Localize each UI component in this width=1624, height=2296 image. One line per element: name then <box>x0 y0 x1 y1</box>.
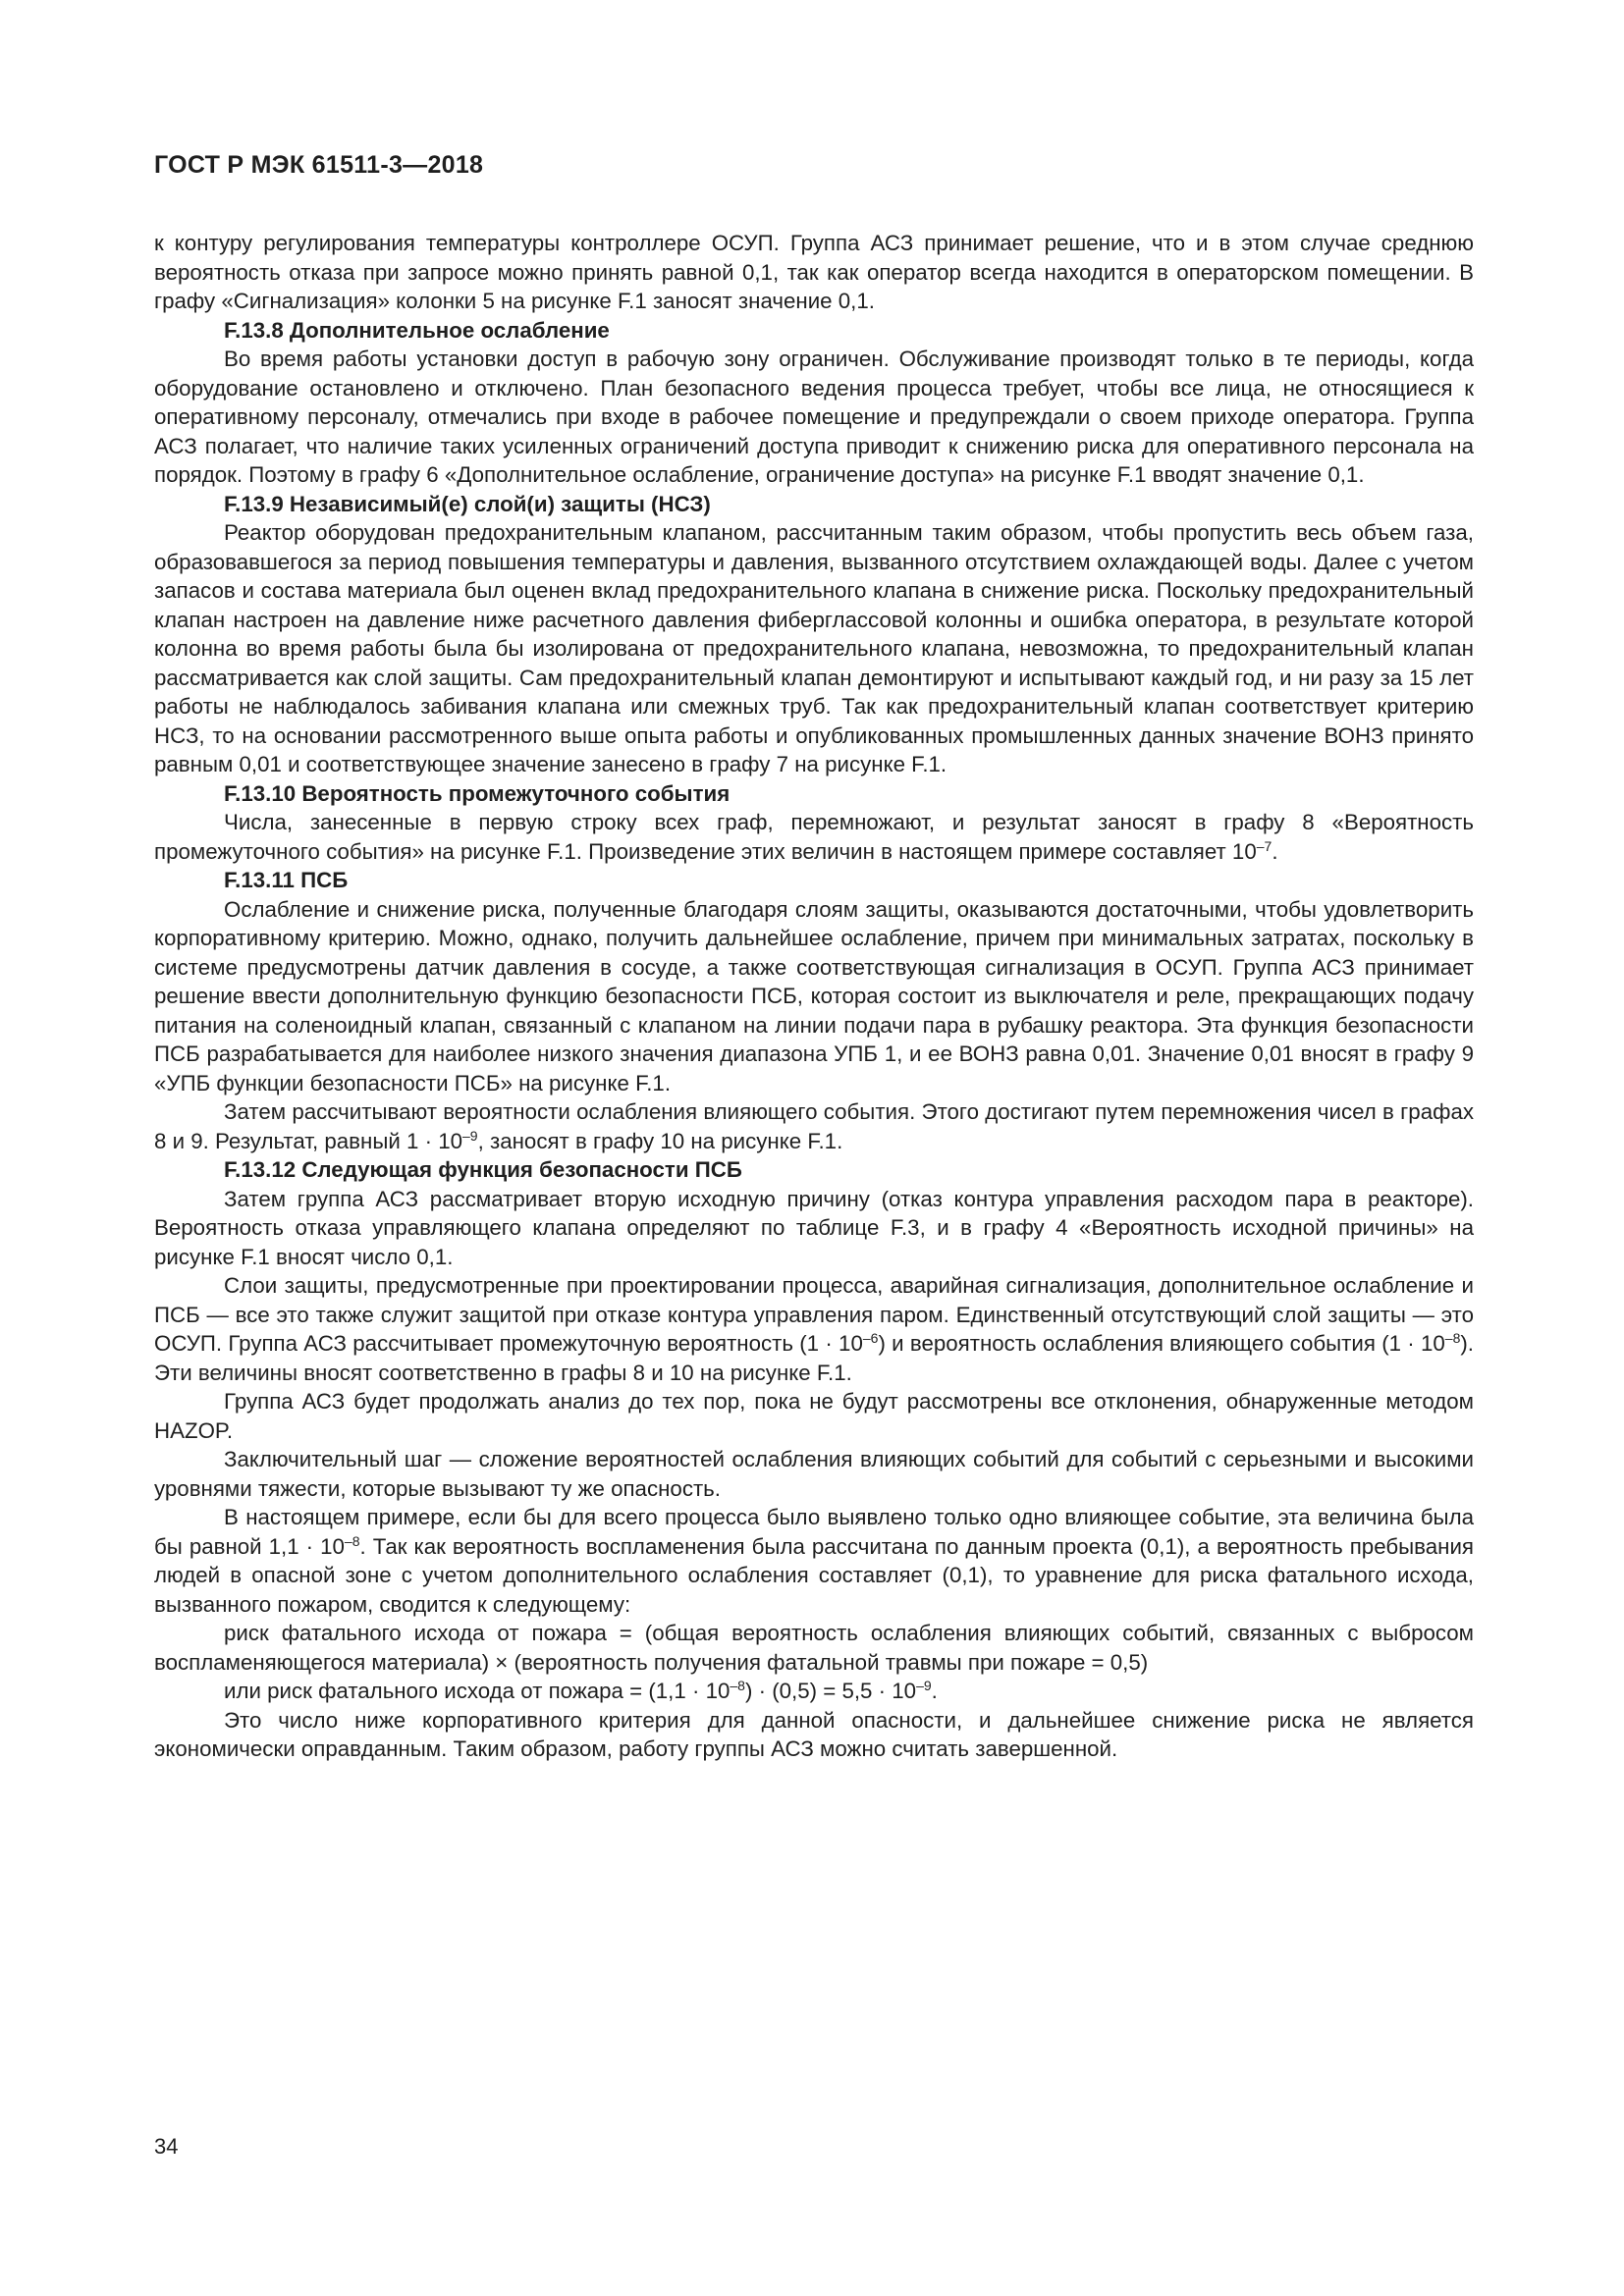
paragraph-risk-result <box>154 1677 1474 1706</box>
paragraph-ipl: Реактор оборудован предохранительным клапаном, рассчитанным таким образом, чтобы пропустить весь объем газа, образовавшегося за период повышения температуры и давления, вызванного отсутствием охлаждающей воды. Далее с учетом запасов и состава материала был оценен вклад предохранительного клапана в снижение риска. Поскольку предохранительный клапан настроен на давление ниже расчетного давления фиберглассовой колонны и ошибка оператора, в результате которой колонна во время работы была бы изолирована от предохранительного клапана, невозможна, то предохранительный клапан рассматривается как слой защиты. Сам предохранительный клапан демонтируют и испытывают каждый год, и ни разу за 15 лет работы не наблюдалось забивания клапана или смежных труб. Так как предохранительный клапан соответствует критерию НСЗ, то на основании рассмотренного выше опыта работы и опубликованных промышленных данных значение ВОНЗ принято равным 0,01 и соответствующее значение занесено в графу 7 на рисунке F.1. <box>154 520 1474 776</box>
text-run: Затем рассчитывают вероятности ослабления влияющего события. Этого достигают путем перемножения чисел в графах 8 и 9. Результат, равный 1 · 10 <box>154 1099 1474 1153</box>
text-run: Слои защиты, предусмотренные при проектировании процесса, аварийная сигнализация, дополнительное ослабление и ПСБ — все это также служит защитой при отказе контура управления паром. Единственный отсутствующий слой защиты — это ОСУП. Группа АСЗ рассчитывает промежуточную вероятность (1 · 10 <box>154 1273 1474 1356</box>
text-run: Числа, занесенные в первую строку всех граф, перемножают, и результат заносят в графу 8 «Вероятность промежуточного события» на рисунке F.1. Произведение этих величин в настоящем примере составляет 10 <box>154 810 1474 864</box>
paragraph-protection-layers <box>154 1271 1474 1387</box>
text-run: . <box>931 1679 938 1703</box>
text-run: ) и вероятность ослабления влияющего события (1 · 10 <box>878 1331 1445 1356</box>
paragraph-second-cause: Затем группа АСЗ рассматривает вторую исходную причину (отказ контура управления расходом пара в реакторе). Вероятность отказа управляющего клапана определяют по таблице F.3, и в графу 4 «Вероятность исходной причины» на рисунке F.1 вносят число 0,1. <box>154 1186 1474 1269</box>
section-heading-f-13-10: F.13.10 Вероятность промежуточного события <box>224 780 731 806</box>
text-run: или риск фатального исхода от пожара = (1,1 · 10 <box>224 1679 731 1703</box>
paragraph-continuation: к контуру регулирования температуры контроллере ОСУП. Группа АСЗ принимает решение, что и в этом случае среднюю вероятность отказа при запросе можно принять равной 0,1, так как оператор всегда находится в операторском помещении. В графу «Сигнализация» колонки 5 на рисунке F.1 заносят значение 0,1. <box>154 231 1474 313</box>
superscript: –8 <box>344 1532 360 1549</box>
text-run: , заносят в графу 10 на рисунке F.1. <box>477 1128 843 1153</box>
document-header: ГОСТ Р МЭК 61511-3—2018 <box>154 151 484 179</box>
text-run: ) · (0,5) = 5,5 · 10 <box>744 1679 917 1703</box>
superscript: –7 <box>1256 837 1272 854</box>
superscript: –9 <box>916 1678 932 1693</box>
paragraph-risk-formula: риск фатального исхода от пожара = (общая вероятность ослабления влияющих событий, связанных с выбросом воспламеняющегося материала) × (вероятность получения фатальной травмы при пожаре = 0,5) <box>154 1621 1474 1675</box>
text-run: ). Эти величины вносят соответственно в графы 8 и 10 на рисунке F.1. <box>154 1331 1474 1385</box>
superscript: –8 <box>1444 1330 1461 1346</box>
text-run: . <box>1272 838 1278 864</box>
text-run: . Так как вероятность воспламенения была рассчитана по данным проекта (0,1), а вероятность пребывания людей в опасной зоне с учетом дополнительного ослабления составляет (0,1), то уравнение для риска фатального исхода, вызванного пожаром, сводится к следующему: <box>154 1533 1474 1617</box>
section-heading-f-13-9: F.13.9 Независимый(е) слой(и) защиты (НСЗ) <box>224 491 711 516</box>
paragraph-conclusion: Это число ниже корпоративного критерия для данной опасности, и дальнейшее снижение риска не является экономически оправданным. Таким образом, работу группы АСЗ можно считать завершенной. <box>154 1707 1474 1761</box>
superscript: –8 <box>730 1678 745 1693</box>
paragraph-intermediate-probability <box>154 808 1474 866</box>
text-run: В настоящем примере, если бы для всего процесса было выявлено только одно влияющее событие, эта величина была бы равной 1,1 · 10 <box>154 1505 1474 1559</box>
page-number: 34 <box>154 2134 179 2159</box>
paragraph-example <box>154 1503 1474 1619</box>
section-heading-f-13-8: F.13.8 Дополнительное ослабление <box>224 317 610 343</box>
superscript: –6 <box>862 1330 879 1346</box>
paragraph-mitigated-probability <box>154 1097 1474 1155</box>
paragraph-sis: Ослабление и снижение риска, полученные благодаря слоям защиты, оказываются достаточными, чтобы удовлетворить корпоративному критерию. Можно, однако, получить дальнейшее ослабление, причем при минимальных затратах, поскольку в системе предусмотрены датчик давления в сосуде, а также соответствующая сигнализация в ОСУП. Группа АСЗ принимает решение ввести дополнительную функцию безопасности ПСБ, которая состоит из выключателя и реле, прекращающих подачу питания на соленоидный клапан, связанный с клапаном на линии подачи пара в рубашку реактора. Эта функция безопасности ПСБ разрабатывается для наиболее низкого значения диапазона УПБ 1, и ее ВОНЗ равна 0,01. Значение 0,01 вносят в графу 9 «УПБ функции безопасности ПСБ» на рисунке F.1. <box>154 896 1474 1095</box>
paragraph-additional-mitigation: Во время работы установки доступ в рабочую зону ограничен. Обслуживание производят только в те периоды, когда оборудование остановлено и отключено. План безопасного ведения процесса требует, чтобы все лица, не относящиеся к оперативному персоналу, отмечались при входе в рабочее помещение и предупреждали о своем приходе оператора. Группа АСЗ полагает, что наличие таких усиленных ограничений доступа приводит к снижению риска для оперативного персонала на порядок. Поэтому в графу 6 «Дополнительное ослабление, ограничение доступа» на рисунке F.1 вводят значение 0,1. <box>154 347 1474 487</box>
section-heading-f-13-12: F.13.12 Следующая функция безопасности ПСБ <box>224 1157 742 1182</box>
paragraph-final-step: Заключительный шаг — сложение вероятностей ослабления влияющих событий для событий с серьезными и высокими уровнями тяжести, которые вызывают ту же опасность. <box>154 1447 1474 1501</box>
paragraph-hazop: Группа АСЗ будет продолжать анализ до тех пор, пока не будут рассмотрены все отклонения, обнаруженные методом HAZOP. <box>154 1389 1474 1443</box>
section-heading-f-13-11: F.13.11 ПСБ <box>224 868 349 892</box>
superscript: –9 <box>462 1127 478 1144</box>
document-body <box>154 229 1474 1764</box>
